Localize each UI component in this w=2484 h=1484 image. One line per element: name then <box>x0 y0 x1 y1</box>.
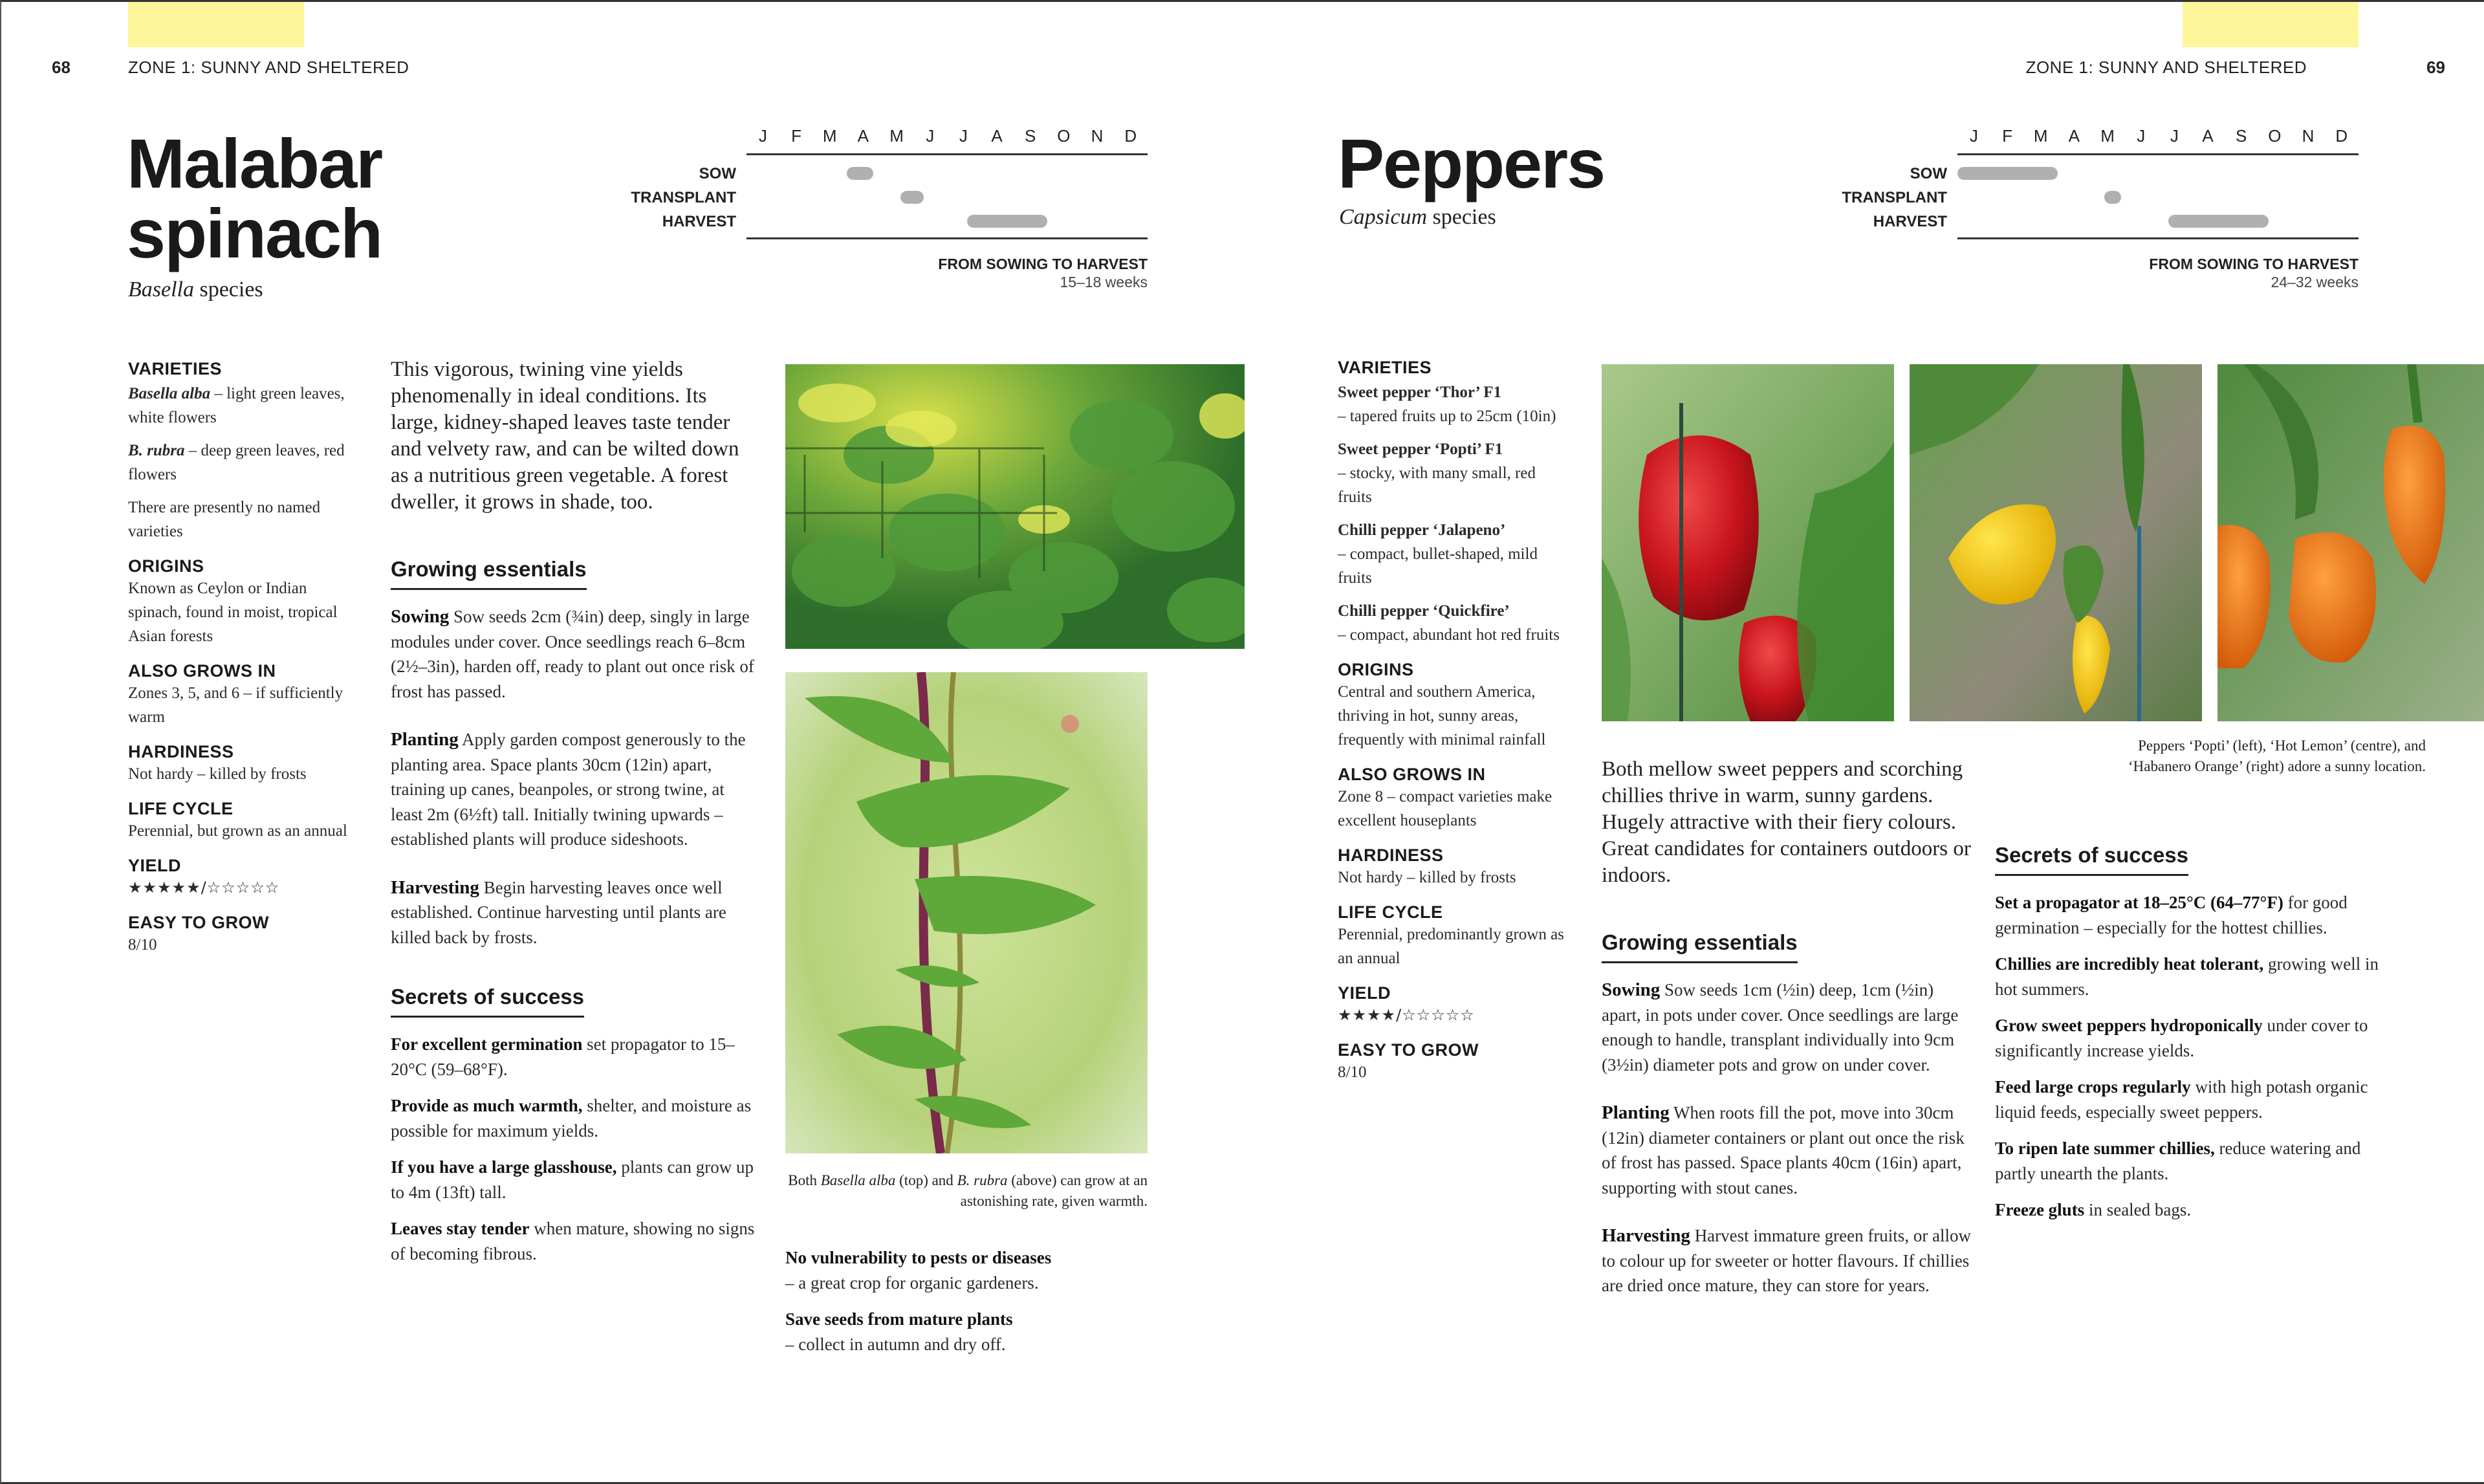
tip-lead: Leaves stay tender <box>391 1219 530 1238</box>
variety-item <box>1338 380 1571 428</box>
calendar-bottom-rule <box>1957 237 2359 239</box>
life-cycle-heading: LIFE CYCLE <box>128 799 234 818</box>
latin-rest: species <box>193 278 263 301</box>
page-title: Peppers <box>1338 124 1605 202</box>
secret-tip <box>785 1245 1173 1295</box>
variety-name: Chilli pepper ‘Jalapeno’ <box>1338 521 1506 539</box>
month-label: M <box>2033 126 2049 146</box>
calendar-bar-sow <box>847 167 873 180</box>
para-text: When roots fill the pot, move into 30cm (12in) diameter containers or plant out once the risk of frost has passed. Space plants 40cm (16in) apart, supporting with stout canes. <box>1602 1103 1965 1197</box>
variety-name: Sweet pepper ‘Thor’ F1 <box>1338 384 1501 401</box>
calendar-bottom-rule <box>746 237 1148 239</box>
para-lead: Planting <box>1602 1102 1670 1123</box>
variety-desc: – tapered fruits up to 25cm (10in) <box>1338 408 1556 425</box>
caption-text: (above) can grow at an astonishing rate, given warmth. <box>960 1172 1148 1209</box>
sow-to-harvest-label: FROM SOWING TO HARVEST <box>2149 256 2359 272</box>
secret-tip <box>391 1093 759 1143</box>
secret-tip <box>391 1216 759 1266</box>
growing-harvesting <box>1602 1223 1977 1298</box>
calendar-months <box>1957 126 2359 152</box>
secret-tip <box>1995 890 2383 940</box>
accent-tab <box>2183 2 2359 47</box>
origins-heading: ORIGINS <box>1338 660 1414 679</box>
tip-lead: If you have a large glasshouse, <box>391 1157 617 1177</box>
month-label: O <box>2268 126 2282 146</box>
month-label: J <box>758 126 768 146</box>
main-column <box>391 356 759 1278</box>
secret-tip <box>785 1307 1173 1357</box>
tip-text: – collect in autumn and dry off. <box>785 1334 1006 1354</box>
also-grows-text: Zones 3, 5, and 6 – if sufficiently warm <box>128 684 343 726</box>
variety-desc: – deep green leaves, red flowers <box>128 442 345 483</box>
tip-text: in sealed bags. <box>2084 1200 2192 1219</box>
secret-tip <box>391 1155 759 1205</box>
growing-planting <box>1602 1100 1977 1200</box>
growing-planting <box>391 727 759 852</box>
variety-item <box>1338 599 1571 647</box>
month-label: A <box>991 126 1003 146</box>
tip-text: for good germination – especially for the hottest chillies. <box>1995 893 2348 937</box>
variety-item <box>128 439 348 486</box>
month-label: O <box>1057 126 1071 146</box>
para-text: Harvest immature green fruits, or allow to colour up for sweeter or hotter flavours. If chillies are dried once mature, they can store for years. <box>1602 1226 1972 1295</box>
title-line-2: spinach <box>127 194 382 272</box>
easy-to-grow-value: 8/10 <box>128 936 157 954</box>
month-label: A <box>2202 126 2214 146</box>
month-label: J <box>926 126 935 146</box>
tip-text: when mature, showing no signs of becoming fibrous. <box>391 1219 755 1263</box>
calendar-bar-transplant <box>2104 191 2121 204</box>
secret-tip <box>1995 1075 2383 1124</box>
month-label: A <box>2068 126 2081 146</box>
sow-to-harvest-label: FROM SOWING TO HARVEST <box>938 256 1148 272</box>
life-cycle-heading: LIFE CYCLE <box>1338 902 1443 922</box>
growing-sowing <box>391 604 759 704</box>
variety-item <box>1338 518 1571 590</box>
title-line-1: Malabar <box>127 124 382 202</box>
running-head: ZONE 1: SUNNY AND SHELTERED <box>2025 58 2307 77</box>
caption-text: (top) and <box>895 1172 957 1188</box>
caption-italic: Basella alba <box>820 1172 896 1188</box>
growing-calendar <box>631 126 1148 294</box>
variety-name: Basella alba <box>128 385 211 402</box>
row-label-sow: SOW <box>1910 165 1947 182</box>
left-page <box>1 2 1243 1484</box>
tip-lead: No vulnerability to pests or diseases <box>785 1248 1052 1267</box>
pepper-habanero-orange-photo <box>2217 364 2484 721</box>
variety-item <box>1338 437 1571 509</box>
photo-caption: Peppers ‘Popti’ (left), ‘Hot Lemon’ (centre), and ‘Habanero Orange’ (right) adore a sunny location. <box>2128 737 2426 774</box>
tip-text: growing well in hot summers. <box>1995 954 2379 999</box>
month-label: D <box>1124 126 1138 146</box>
calendar-bar-transplant <box>900 191 924 204</box>
variety-name: Chilli pepper ‘Quickfire’ <box>1338 602 1510 620</box>
secrets-heading: Secrets of success <box>1995 843 2188 876</box>
month-label: J <box>1969 126 1979 146</box>
life-cycle-text: Perennial, predominantly grown as an annual <box>1338 926 1564 967</box>
also-grows-heading: ALSO GROWS IN <box>128 661 276 681</box>
month-label: M <box>822 126 838 146</box>
hardiness-heading: HARDINESS <box>1338 846 1444 865</box>
para-text: Apply garden compost generously to the planting area. Space plants 30cm (12in) apart, training up canes, beanpoles, or strong twine, at least 2m (6½ft) tall. Initially twining upwards – established plants will produce sideshoots. <box>391 730 746 849</box>
growing-calendar <box>1842 126 2359 294</box>
tip-text: set propagator to 15–20°C (59–68°F). <box>391 1034 735 1079</box>
varieties-note: There are presently no named varieties <box>128 499 321 540</box>
latin-genus: Capsicum <box>1339 205 1427 229</box>
variety-desc: – stocky, with many small, red fruits <box>1338 464 1536 506</box>
growing-sowing <box>1602 977 1977 1077</box>
accent-tab <box>128 2 304 47</box>
tip-text: under cover to significantly increase yields. <box>1995 1016 2368 1060</box>
easy-to-grow-heading: EASY TO GROW <box>128 913 270 932</box>
fact-sidebar <box>1338 358 1571 1084</box>
row-label-harvest: HARVEST <box>662 213 736 230</box>
growing-essentials-heading: Growing essentials <box>1602 930 1798 963</box>
intro-text: This vigorous, twining vine yields phenomenally in ideal conditions. Its large, kidney-shaped leaves taste tender and velvety raw, and can be wilted down as a nutritious green vegetable. A forest dweller, it grows in shade, too. <box>391 358 739 514</box>
yield-heading: YIELD <box>128 856 182 875</box>
variety-item <box>128 382 348 430</box>
secrets-heading: Secrets of success <box>391 985 584 1018</box>
latin-rest: species <box>1427 205 1496 229</box>
running-head: ZONE 1: SUNNY AND SHELTERED <box>128 58 409 77</box>
para-text: Sow seeds 1cm (½in) deep, 1cm (½in) apart, in pots under cover. Once seedlings are large enough to handle, transplant individually into 9cm (3½in) diameter pots and grow on under cover. <box>1602 980 1959 1075</box>
tip-text: with high potash organic liquid feeds, especially sweet peppers. <box>1995 1077 2368 1122</box>
month-label: N <box>2302 126 2315 146</box>
tip-lead: Save seeds from mature plants <box>785 1309 1013 1329</box>
month-label: N <box>1091 126 1104 146</box>
main-column <box>1602 756 1977 1322</box>
secrets-continued <box>785 1245 1173 1368</box>
month-label: M <box>889 126 904 146</box>
caption-italic: B. rubra <box>957 1172 1008 1188</box>
calendar-bar-sow <box>1957 167 2058 180</box>
fact-sidebar <box>128 359 348 957</box>
variety-desc: – compact, abundant hot red fruits <box>1338 626 1560 644</box>
variety-name: B. rubra <box>128 442 185 459</box>
origins-text: Central and southern America, thriving in hot, sunny areas, frequently with minimal rainfall <box>1338 683 1546 748</box>
latin-name <box>128 278 263 302</box>
tip-text: reduce watering and partly unearth the plants. <box>1995 1139 2361 1183</box>
secret-tip <box>391 1032 759 1082</box>
tip-lead: For excellent germination <box>391 1034 583 1054</box>
row-label-sow: SOW <box>699 165 736 182</box>
basella-rubra-vine-photo <box>785 672 1148 1153</box>
row-label-transplant: TRANSPLANT <box>631 189 736 206</box>
month-label: D <box>2335 126 2349 146</box>
secret-tip <box>1995 1136 2383 1186</box>
calendar-months <box>746 126 1148 152</box>
calendar-top-rule <box>1957 153 2359 155</box>
tip-lead: To ripen late summer chillies, <box>1995 1139 2215 1158</box>
secret-tip <box>1995 952 2383 1001</box>
para-lead: Harvesting <box>391 877 479 898</box>
month-label: F <box>791 126 802 146</box>
month-label: F <box>2002 126 2013 146</box>
origins-text: Known as Ceylon or Indian spinach, found in moist, tropical Asian forests <box>128 580 338 645</box>
latin-name <box>1339 205 1496 230</box>
page-number: 68 <box>52 58 71 77</box>
secret-tip <box>1995 1197 2383 1223</box>
para-lead: Sowing <box>1602 979 1661 1000</box>
basella-alba-foliage-photo <box>785 364 1245 649</box>
tip-text: plants can grow up to 4m (13ft) tall. <box>391 1157 754 1202</box>
month-label: S <box>2236 126 2248 146</box>
varieties-heading: VARIETIES <box>128 359 223 378</box>
row-label-harvest: HARVEST <box>1873 213 1947 230</box>
month-label: J <box>2170 126 2179 146</box>
month-label: M <box>2100 126 2115 146</box>
variety-name: Sweet pepper ‘Popti’ F1 <box>1338 441 1503 458</box>
calendar-bar-harvest <box>2168 215 2269 228</box>
growing-essentials-heading: Growing essentials <box>391 557 587 590</box>
hardiness-heading: HARDINESS <box>128 742 234 761</box>
yield-star-rating: ★★★★/☆☆☆☆☆ <box>1338 1006 1475 1024</box>
tip-lead: Feed large crops regularly <box>1995 1077 2191 1097</box>
easy-to-grow-value: 8/10 <box>1338 1064 1367 1081</box>
hardiness-text: Not hardy – killed by frosts <box>128 765 307 783</box>
caption-text: Both <box>788 1172 821 1188</box>
month-label: A <box>857 126 870 146</box>
life-cycle-text: Perennial, but grown as an annual <box>128 822 347 840</box>
para-text: Sow seeds 2cm (¾in) deep, singly in large modules under cover. Once seedlings reach 6–8cm (2½–3in), harden off, ready to plant out once risk of frost has passed. <box>391 607 754 701</box>
sow-to-harvest-value: 24–32 weeks <box>2271 274 2359 290</box>
easy-to-grow-heading: EASY TO GROW <box>1338 1040 1479 1060</box>
also-grows-text: Zone 8 – compact varieties make excellent houseplants <box>1338 788 1552 829</box>
also-grows-heading: ALSO GROWS IN <box>1338 765 1486 784</box>
pepper-popti-red-photo <box>1602 364 1894 721</box>
photo-caption <box>785 1170 1148 1212</box>
tip-lead: Grow sweet peppers hydroponically <box>1995 1016 2263 1035</box>
pepper-hot-lemon-yellow-photo <box>1910 364 2202 721</box>
calendar-top-rule <box>746 153 1148 155</box>
calendar-bar-harvest <box>967 215 1047 228</box>
para-text: Begin harvesting leaves once well established. Continue harvesting until plants are killed back by frosts. <box>391 877 726 947</box>
sow-to-harvest-value: 15–18 weeks <box>1060 274 1148 290</box>
secret-tip <box>1995 1013 2383 1063</box>
month-label: S <box>1025 126 1037 146</box>
latin-genus: Basella <box>128 278 194 301</box>
row-label-transplant: TRANSPLANT <box>1842 189 1947 206</box>
right-page <box>1243 2 2484 1484</box>
hardiness-text: Not hardy – killed by frosts <box>1338 869 1516 886</box>
tip-lead: Set a propagator at 18–25°C (64–77°F) <box>1995 893 2283 912</box>
variety-desc: – light green leaves, white flowers <box>128 385 345 426</box>
tip-lead: Freeze gluts <box>1995 1200 2085 1219</box>
variety-desc: – compact, bullet-shaped, mild fruits <box>1338 545 1538 587</box>
intro-text: Both mellow sweet peppers and scorching chillies thrive in warm, sunny gardens. Hugely attractive with their fiery colours. Great candidates for containers outdoors or indoors. <box>1602 758 1971 887</box>
page-number: 69 <box>2426 58 2445 77</box>
tip-lead: Chillies are incredibly heat tolerant, <box>1995 954 2264 974</box>
para-lead: Harvesting <box>1602 1225 1690 1246</box>
origins-heading: ORIGINS <box>128 556 204 576</box>
month-label: J <box>2137 126 2146 146</box>
varieties-heading: VARIETIES <box>1338 358 1432 377</box>
para-lead: Planting <box>391 729 459 750</box>
growing-harvesting <box>391 875 759 950</box>
para-lead: Sowing <box>391 606 450 627</box>
tip-text: – a great crop for organic gardeners. <box>785 1272 1039 1293</box>
yield-star-rating: ★★★★★/☆☆☆☆☆ <box>128 878 280 897</box>
tip-text: shelter, and moisture as possible for maximum yields. <box>391 1096 752 1140</box>
month-label: J <box>959 126 968 146</box>
tip-lead: Provide as much warmth, <box>391 1096 583 1115</box>
yield-heading: YIELD <box>1338 983 1391 1003</box>
page-title <box>127 124 382 272</box>
secrets-column <box>1995 843 2383 1234</box>
